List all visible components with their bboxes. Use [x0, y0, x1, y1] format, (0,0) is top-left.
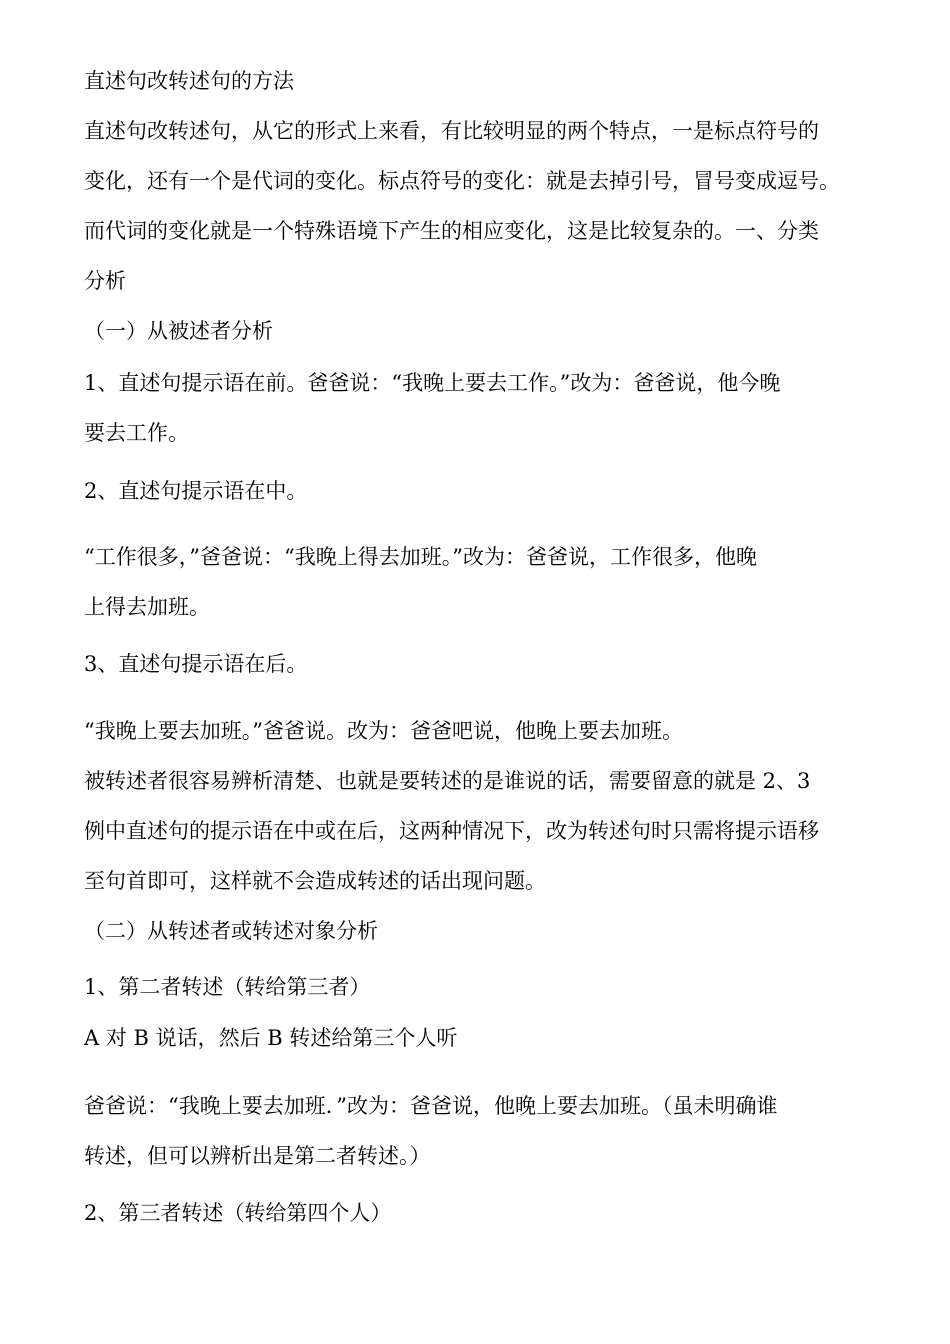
paragraph-line-7: 2、直述句提示语在中。 — [84, 479, 308, 503]
paragraph-line-13: 例中直述句的提示语在中或在后，这两种情况下，改为转述句时只需将提示语移 — [84, 819, 819, 843]
paragraph-line-6: 要去工作。 — [84, 421, 189, 445]
paragraph-line-18: 转述，但可以辨析出是第二者转述。） — [84, 1144, 431, 1168]
paragraph-line-12: 被转述者很容易辨析清楚、也就是要转述的是谁说的话，需要留意的就是 2、3 — [84, 769, 811, 793]
paragraph-line-3: 而代词的变化就是一个特殊语境下产生的相应变化，这是比较复杂的。一、分类 — [84, 219, 819, 243]
section-heading-2: （二）从转述者或转述对象分析 — [84, 919, 378, 943]
section-heading-1: （一）从被述者分析 — [84, 319, 273, 343]
paragraph-line-5: 1、直述句提示语在前。爸爸说：“我晚上要去工作。”改为：爸爸说，他今晚 — [84, 371, 781, 395]
paragraph-line-14: 至句首即可，这样就不会造成转述的话出现问题。 — [84, 869, 546, 893]
paragraph-line-4: 分析 — [84, 269, 126, 293]
paragraph-line-10: 3、直述句提示语在后。 — [84, 652, 308, 676]
paragraph-line-17: 爸爸说：“我晚上要去加班．”改为：爸爸说，他晚上要去加班。（虽未明确谁 — [84, 1094, 778, 1118]
paragraph-line-11: “我晚上要去加班。”爸爸说。改为：爸爸吧说，他晚上要去加班。 — [84, 719, 683, 743]
paragraph-line-19: 2、第三者转述（转给第四个人） — [84, 1201, 392, 1225]
paragraph-line-1: 直述句改转述句，从它的形式上来看，有比较明显的两个特点，一是标点符号的 — [84, 119, 819, 143]
paragraph-line-16: A 对 B 说话，然后 B 转述给第三个人听 — [84, 1026, 458, 1050]
paragraph-line-8: “工作很多，”爸爸说：“我晚上得去加班。”改为：爸爸说，工作很多，他晚 — [84, 545, 757, 569]
paragraph-line-15: 1、第二者转述（转给第三者） — [84, 975, 371, 999]
document-title: 直述句改转述句的方法 — [84, 69, 294, 93]
paragraph-line-9: 上得去加班。 — [84, 595, 210, 619]
paragraph-line-2: 变化，还有一个是代词的变化。标点符号的变化：就是去掉引号，冒号变成逗号。 — [84, 169, 840, 193]
